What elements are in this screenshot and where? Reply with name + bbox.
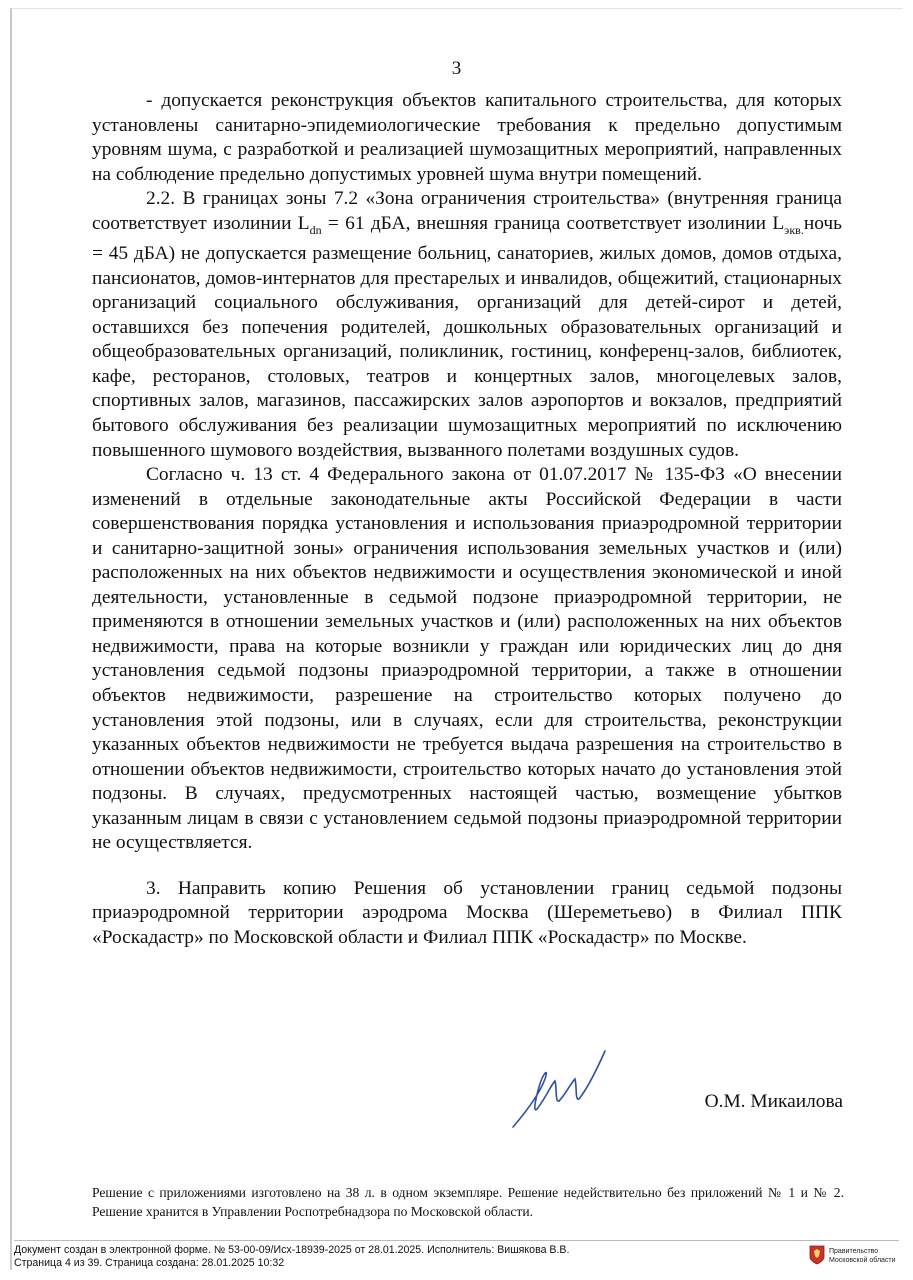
footnote: Решение с приложениями изготовлено на 38 л. в одном экземпляре. Решение недействительно без приложений № 1 и № 2. Решение хранится в Управлении Роспотребнадзора по Московской области. [92,1185,844,1219]
paragraph-federal-law: Согласно ч. 13 ст. 4 Федерального закона от 01.07.2017 № 135-ФЗ «О внесении изменений в отдельные законодательные акты Российской Федерации в части совершенствования порядка установления и использования приаэродромной территории и санитарно-защитной зоны» ограничения использования земельных участков и (или) расположенных на них объектов недвижимости и осуществления экономической и иной деятельности, установленные в седьмой подзоне приаэродромной территории, не применяются в отношении земельных участков и (или) расположенных на них объектов недвижимости, права на которые возникли у граждан или юридических лиц до дня установления седьмой подзоны приаэродромной территории, а также в отношении объектов недвижимости, разрешение на строительство которых получено до установления этой подзоны, или в случаях, если для строительства, реконструкции указанных объектов недвижимости не требуется выдача разрешения на строительство в отношении объектов недвижимости, строительство которых начато до установления этой подзоны. В случаях, предусмотренных настоящей частью, возмещение убытков указанным лицам в связи с установлением седьмой подзоны приаэродромной территории не осуществляется. [92,464,842,854]
footer-document-info: Документ создан в электронной форме. № 53-00-09/Исх-18939-2025 от 28.01.2025. Исполнитель: Вишякова В.В. [14,1244,570,1256]
paragraph-item-3: 3. Направить копию Решения об установлении границ седьмой подзоны приаэродромной территории аэродрома Москва (Шереметьево) в Филиал ППК «Роскадастр» по Московской области и Филиал ППК «Роскадастр» по Москве. [92,877,842,948]
footer-page-info: Страница 4 из 39. Страница создана: 28.01.2025 10:32 [14,1257,285,1269]
handwritten-signature [505,1043,615,1133]
paragraph-2-2: 2.2. В границах зоны 7.2 «Зона ограничения строительства» (внутренняя граница соответствует изолинии $L_{dn} = 61$ дБА, внешняя граница соответствует изолинии $L_{экв.}ночь = 45$ дБА) не допускается размещение больниц, санаториев, жилых домов, домов отдыха, пансионатов, домов-интернатов для престарелых и инвалидов, общежитий, стационарных организаций социального обслуживания, организаций для детей-сирот и детей, оставшихся без попечения родителей, дошкольных образовательных организаций и общеобразовательных организаций, поликлиник, гостиниц, конференц-залов, библиотек, кафе, ресторанов, столовых, театров и концертных залов, многоцелевых залов, спортивных залов, магазинов, пассажирских залов аэропортов и вокзалов, предприятий бытового обслуживания без реализации шумозащитных мероприятий по исключению повышенного шумового воздействия, вызванного полетами воздушных судов. [92,188,842,461]
leq-subscript: экв. [784,222,804,237]
page-number: 3 [451,58,462,79]
government-label: Правительство Московской области [829,1248,896,1264]
moscow-region-emblem-icon [809,1245,825,1265]
ldn-subscript: dn [309,222,322,237]
electronic-document-footer [14,1240,899,1275]
signer-name: О.М. Микаилова [704,1091,843,1112]
signature-block [0,1040,913,1130]
paragraph-reconstruction: - допускается реконструкция объектов капитального строительства, для которых установлены санитарно-эпидемиологические требования к предельно допустимым уровням шума, с разработкой и реализацией шумозащитных мероприятий, направленных на соблюдение предельно допустимых уровней шума внутри помещений. [92,90,842,185]
document-body [92,89,842,950]
